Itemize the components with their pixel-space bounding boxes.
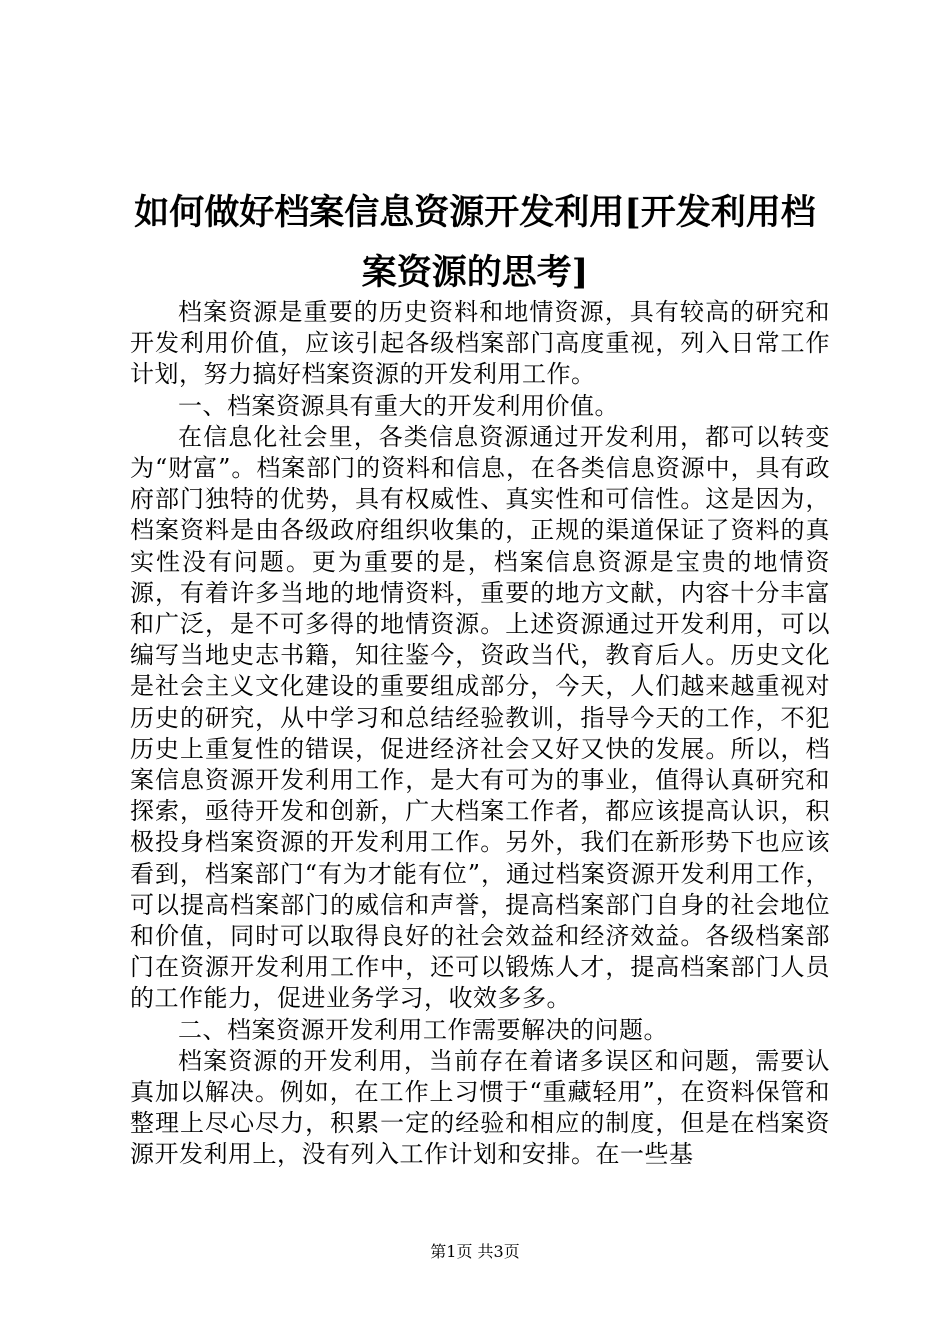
title-line-1: 如何做好档案信息资源开发利用[开发利用档 bbox=[134, 192, 816, 233]
document-body bbox=[130, 297, 830, 1171]
document-title bbox=[110, 183, 840, 303]
paragraph-intro: 档案资源是重要的历史资料和地情资源，具有较高的研究和开发利用价值，应该引起各级档案部门高度重视，列入日常工作计划，努力搞好档案资源的开发利用工作。 bbox=[130, 298, 830, 389]
section-heading-2: 二、档案资源开发利用工作需要解决的问题。 bbox=[178, 1015, 668, 1044]
title-line-2: 案资源的思考] bbox=[361, 252, 589, 293]
page-footer: 第1页 共3页 bbox=[430, 1242, 520, 1261]
paragraph-section-1: 在信息化社会里，各类信息资源通过开发利用，都可以转变为“财富”。档案部门的资料和信息，在各类信息资源中，具有政府部门独特的优势，具有权威性、真实性和可信性。这是因为，档案资料是由各级政府组织收集的，正规的渠道保证了资料的真实性没有问题。更为重要的是，档案信息资源是宝贵的地情资源，有着许多当地的地情资料，重要的地方文献，内容十分丰富和广泛，是不可多得的地情资源。上述资源通过开发利用，可以编写当地史志书籍，知往鉴今，资政当代，教育后人。历史文化是社会主义文化建设的重要组成部分，今天，人们越来越重视对历史的研究，从中学习和总结经验教训，指导今天的工作，不犯历史上重复性的错误，促进经济社会又好又快的发展。所以，档案信息资源开发利用工作，是大有可为的事业，值得认真研究和探索，亟待开发和创新，广大档案工作者，都应该提高认识，积极投身档案资源的开发利用工作。另外，我们在新形势下也应该看到，档案部门“有为才能有位”，通过档案资源开发利用工作，可以提高档案部门的威信和声誉，提高档案部门自身的社会地位和价值，同时可以取得良好的社会效益和经济效益。各级档案部门在资源开发利用工作中，还可以锻炼人才，提高档案部门人员的工作能力，促进业务学习，收效多多。 bbox=[130, 422, 830, 1013]
paragraph-section-2: 档案资源的开发利用，当前存在着诸多误区和问题，需要认真加以解决。例如，在工作上习惯于“重藏轻用”，在资料保管和整理上尽心尽力，积累一定的经验和相应的制度，但是在档案资源开发利用上，没有列入工作计划和安排。在一些基 bbox=[130, 1046, 830, 1169]
section-heading-1: 一、档案资源具有重大的开发利用价值。 bbox=[178, 391, 619, 420]
